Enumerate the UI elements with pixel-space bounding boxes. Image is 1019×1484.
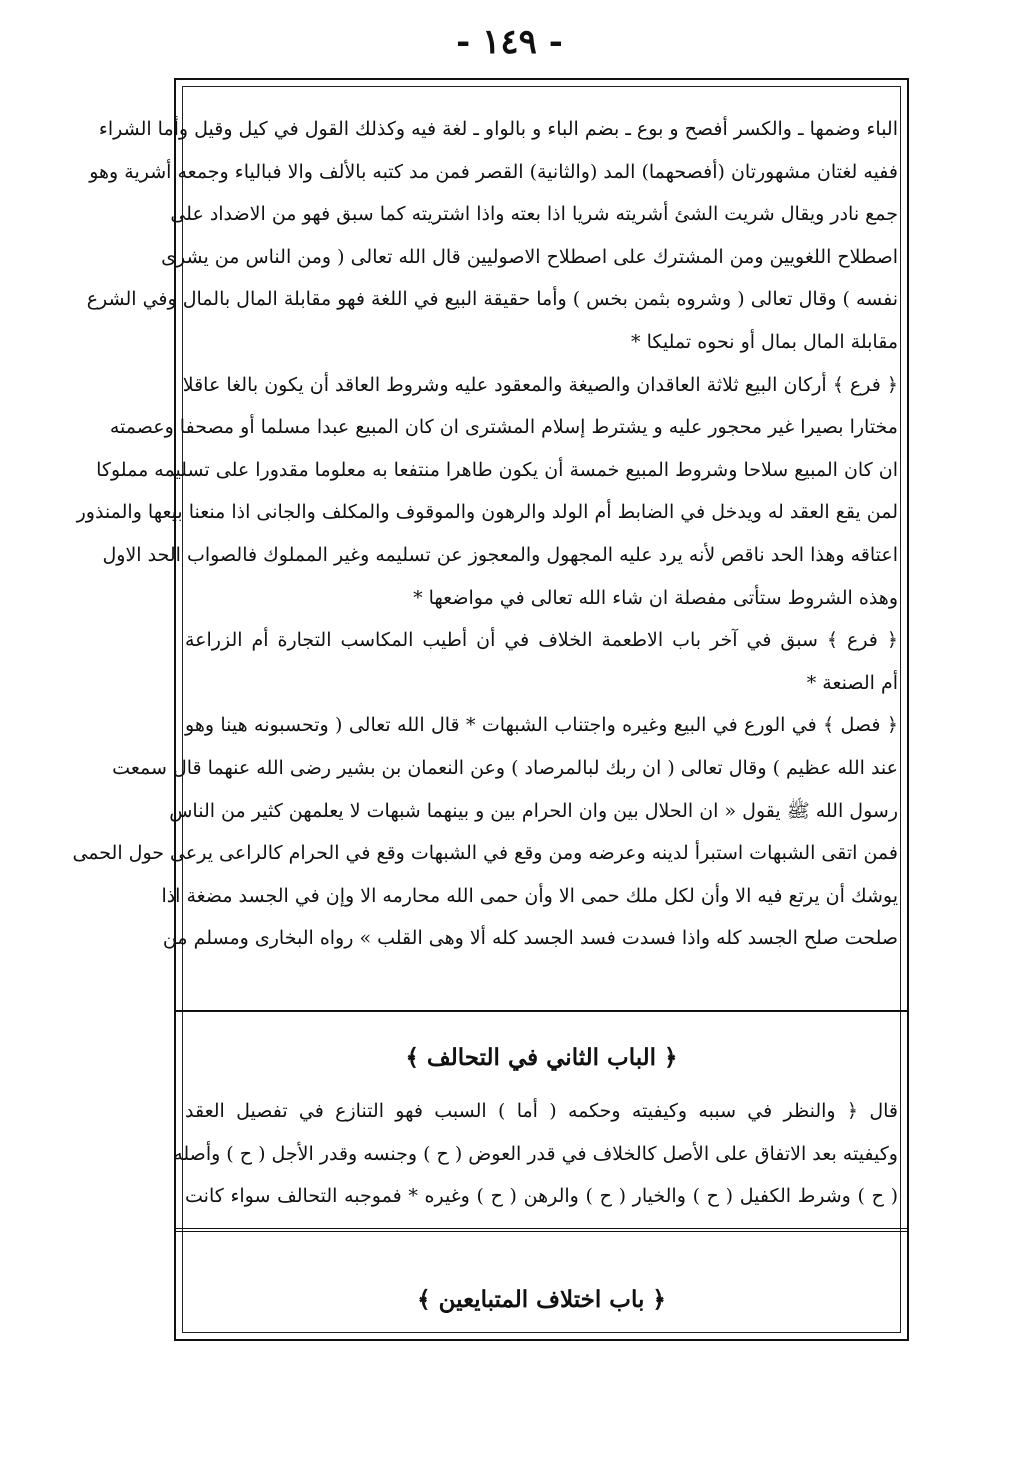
page-number: - ١٤٩ -	[456, 22, 563, 62]
text-line: اصطلاح اللغويين ومن المشترك على اصطلاح الاصوليين قال الله تعالى ( ومن الناس من يشرى	[161, 245, 898, 268]
text-line: ﴿ فرع ﴾ سبق في آخر باب الاطعمة الخلاف في أن أطيب المكاسب التجارة أم الزراعة	[185, 629, 898, 652]
chapter-heading: ﴿ باب اختلاف المتبايعين ﴾	[417, 1286, 666, 1313]
text-line: ففيه لغتان مشهورتان (أفصحهما) المد (والثانية) القصر فمن مد كتبه بالألف والا فبالياء وجمعه أشرية وهو	[89, 160, 898, 183]
text-line: يوشك أن يرتع فيه الا وأن لكل ملك حمى الا وأن حمى الله محارمه الا وإن في الجسد مضغة اذا	[161, 884, 898, 907]
text-line: مختارا بصيرا غير محجور عليه و يشترط إسلام المشترى ان كان المبيع عبدا مسلما أو مصحفا وعصمته	[109, 416, 898, 439]
text-line: وهذه الشروط ستأتى مفصلة ان شاء الله تعالى في مواضعها *	[413, 586, 898, 609]
text-line: أم الصنعة *	[806, 671, 898, 694]
commentary-text-block	[173, 1090, 898, 1218]
text-line: عند الله عظيم ) وقال تعالى ( ان ربك لبالمرصاد ) وعن النعمان بن بشير رضى الله عنهما قال سمعت	[112, 756, 898, 779]
text-line: قال ﴿ والنظر في سببه وكيفيته وحكمه ( أما ) السبب فهو التنازع في تفصيل العقد	[185, 1100, 898, 1122]
text-line: ﴿ فصل ﴾ في الورع في البيع وغيره واجتناب الشبهات * قال الله تعالى ( وتحسبونه هينا وهو	[185, 714, 898, 737]
section-divider	[176, 1010, 907, 1012]
text-line: ان كان المبيع سلاحا وشروط المبيع خمسة أن يكون طاهرا منتفعا به معلوما مقدورا على تسليمه مملوكا	[96, 458, 898, 481]
section-divider	[176, 1228, 907, 1232]
text-line: فمن اتقى الشبهات استبرأ لدينه وعرضه ومن وقع في الشبهات وقع في الحرام كالراعى يرعى حول الحمى	[72, 842, 898, 865]
text-line: الباء وضمها ـ والكسر أفصح و بوع ـ بضم الباء و بالواو ـ لغة فيه وكذلك القول في كيل وقيل وأما الشراء	[98, 118, 898, 140]
text-line: وكيفيته بعد الاتفاق على الأصل كالخلاف في قدر العوض ( ح ) وجنسه وقدر الأجل ( ح ) وأصله	[173, 1142, 898, 1165]
main-text-block	[72, 108, 898, 960]
text-line: لمن يقع العقد له ويدخل في الضابط أم الولد والرهون والموقوف والمكلف والجانى اذا منعنا بيعها والمنذور	[76, 501, 898, 524]
text-line: ( ح ) وشرط الكفيل ( ح ) والخيار ( ح ) والرهن ( ح ) وغيره * فموجبه التحالف سواء كانت	[185, 1185, 898, 1208]
text-line: اعتاقه وهذا الحد ناقص لأنه يرد عليه المجهول والمعجوز عن تسليمه وغير المملوك فالصواب الحد الاول	[102, 543, 898, 566]
text-line: صلحت صلح الجسد كله واذا فسدت فسد الجسد كله ألا وهى القلب » رواه البخارى ومسلم من	[162, 927, 898, 950]
text-line: جمع نادر ويقال شريت الشئ أشريته شريا اذا بعته واذا اشتريته كما سبق فهو من الاضداد على	[170, 203, 898, 226]
text-line: رسول الله ﷺ يقول « ان الحلال بين وان الحرام بين و بينهما شبهات لا يعلمهن كثير من الناس	[169, 799, 898, 822]
text-line: نفسه ) وقال تعالى ( وشروه بثمن بخس ) وأما حقيقة البيع في اللغة فهو مقابلة المال بالمال وفي الشرع	[86, 288, 898, 311]
text-line: ﴿ فرع ﴾ أركان البيع ثلاثة العاقدان والصيغة والمعقود عليه وشروط العاقد أن يكون بالغا عاقلا	[182, 373, 898, 396]
text-line: مقابلة المال بمال أو نحوه تمليكا *	[631, 330, 898, 353]
chapter-heading: ﴿ الباب الثاني في التحالف ﴾	[405, 1044, 678, 1071]
